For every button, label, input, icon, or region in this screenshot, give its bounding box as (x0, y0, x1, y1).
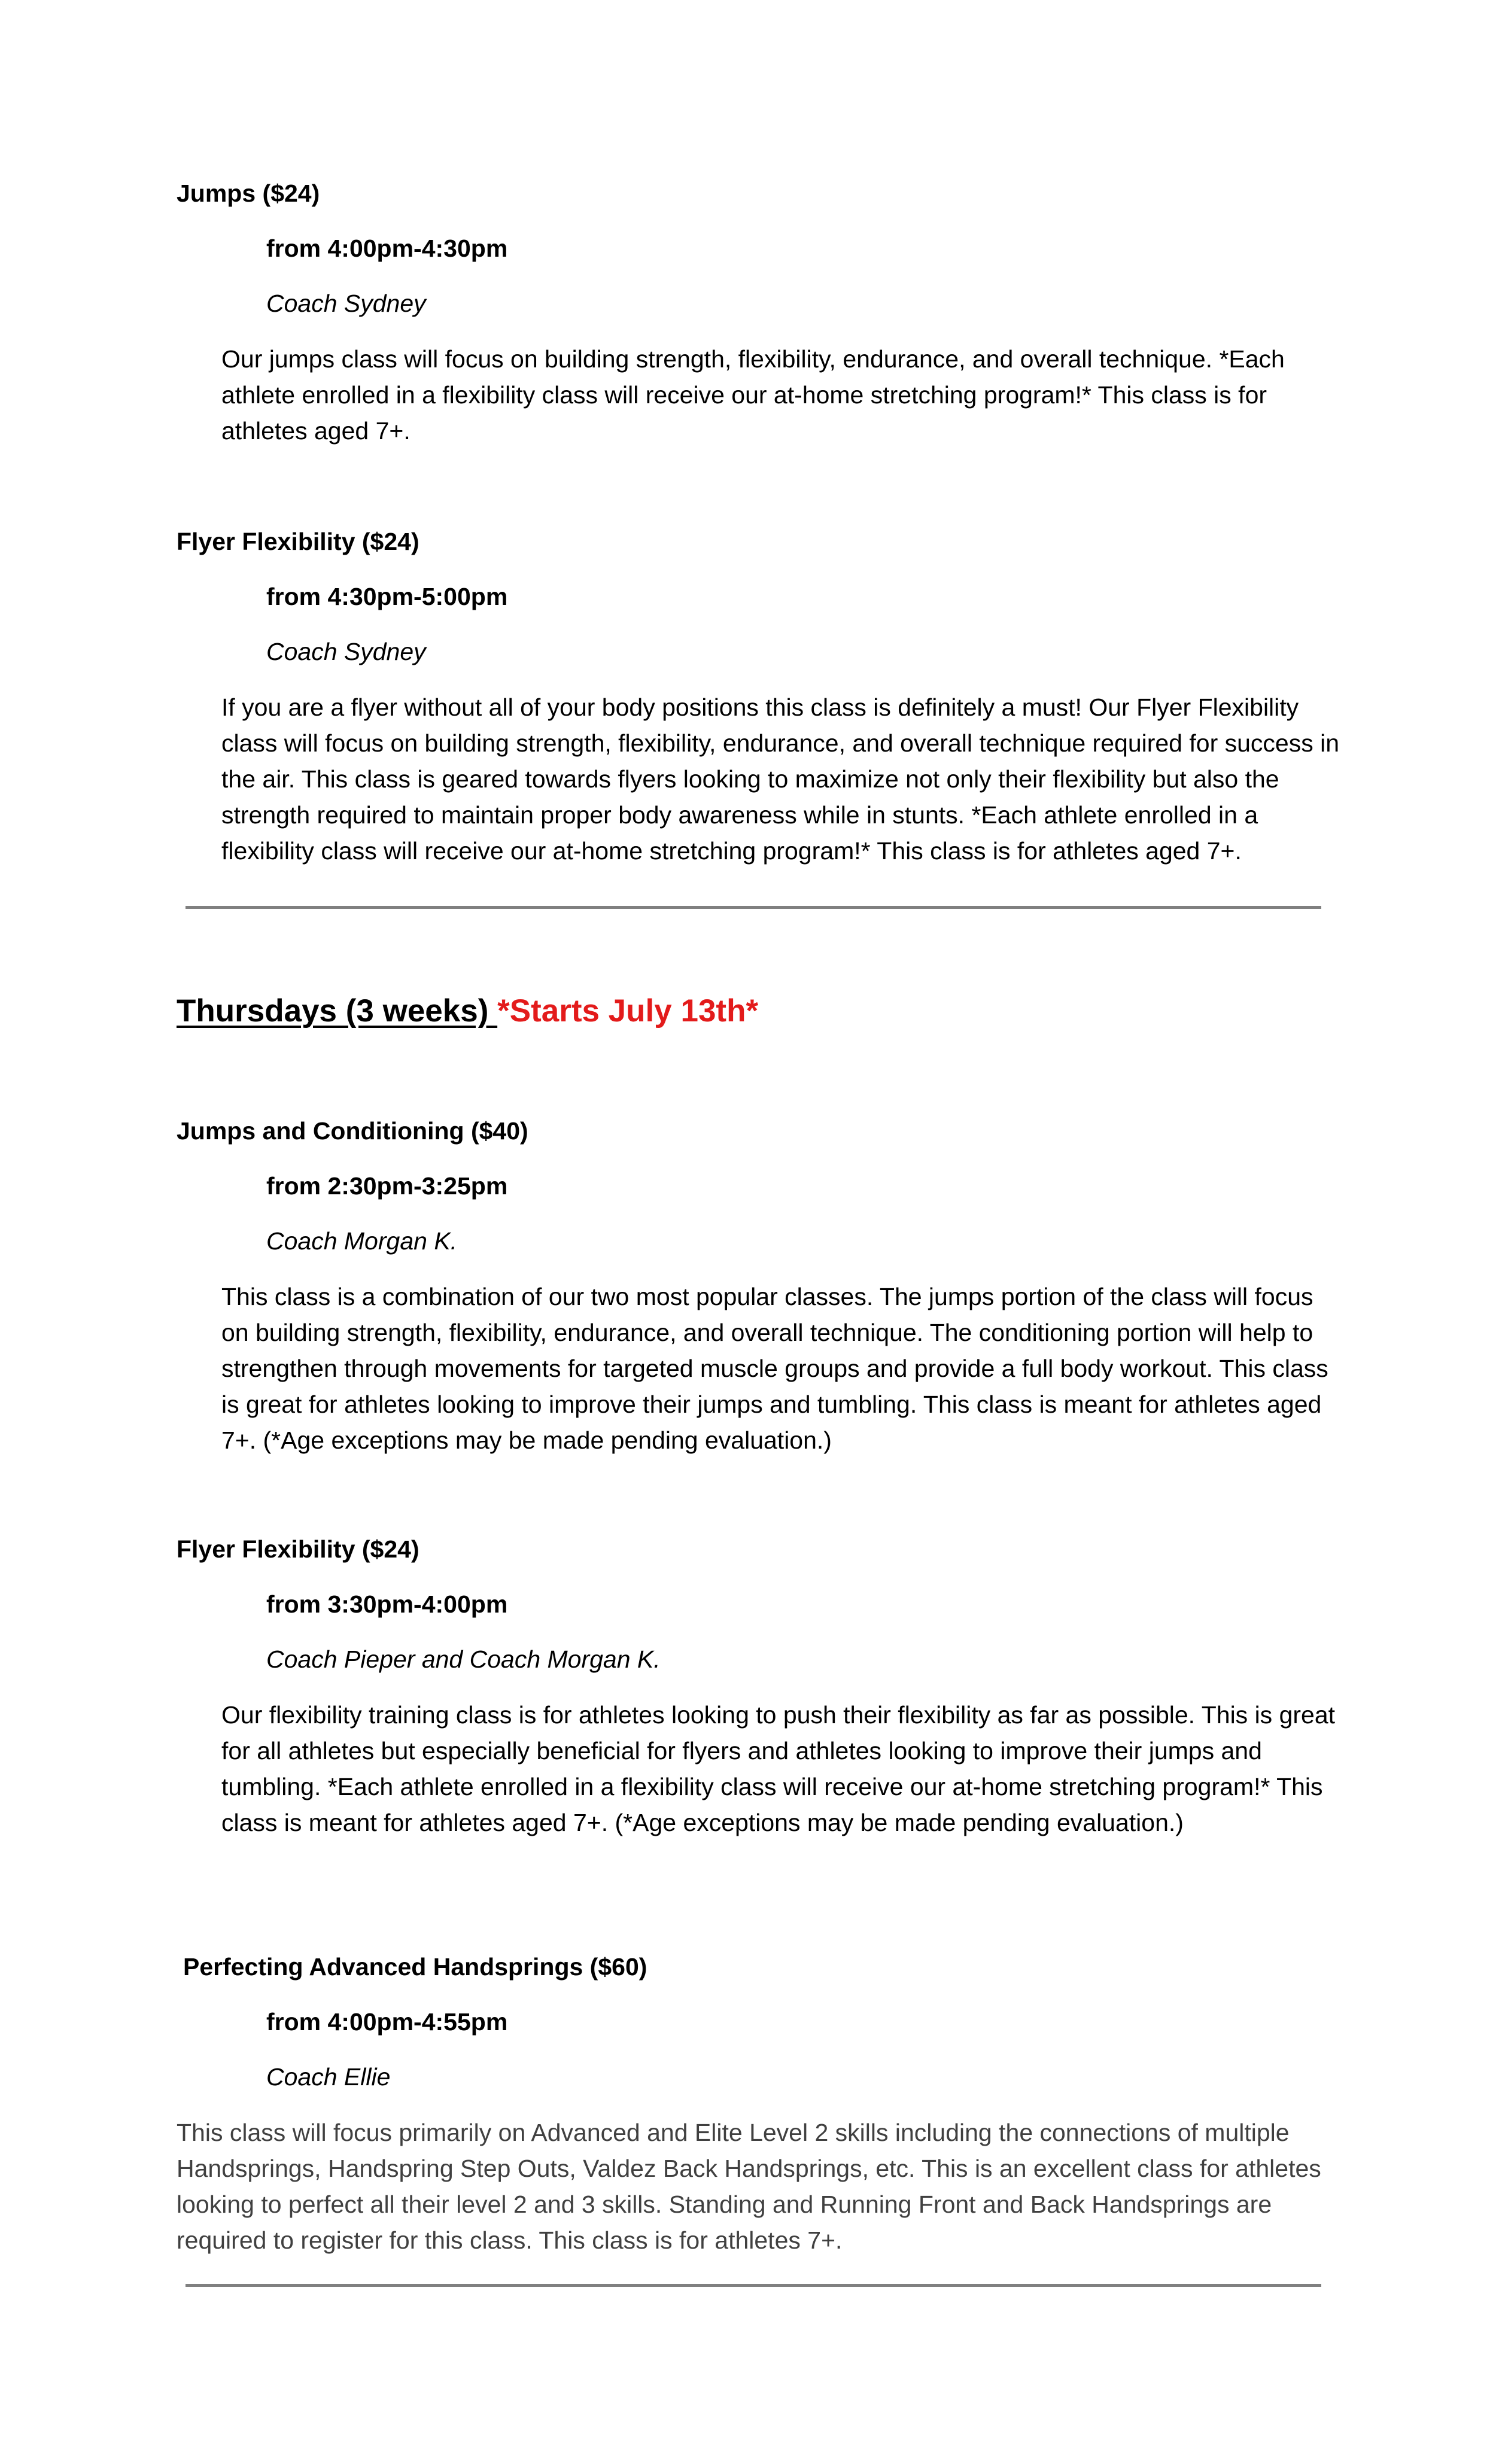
class-title: Jumps ($24) (177, 180, 320, 207)
class-description: If you are a flyer without all of your body positions this class is definitely a must! Our Flyer Flexibility class will focus on building strength, flexibility, endurance, and overall technique required for success in the air. This class is geared towards flyers looking to maximize not only their flexibility but also the strength required to maintain proper body awareness while in stunts. *Each athlete enrolled in a flexibility class will receive our at-home stretching program!* This class is for athletes aged 7+. (221, 693, 1340, 865)
class-time: from 4:00pm-4:30pm (266, 235, 508, 262)
section-start-note: *Starts July 13th* (497, 993, 759, 1029)
section-heading-thursdays (177, 992, 758, 1030)
class-title: Flyer Flexibility ($24) (177, 1535, 419, 1563)
class-time: from 3:30pm-4:00pm (266, 1590, 508, 1618)
class-description: This class will focus primarily on Advanced and Elite Level 2 skills including the connections of multiple Handsprings, Handspring Step Outs, Valdez Back Handsprings, etc. This is an excellent class for athletes looking to perfect all their level 2 and 3 skills. Standing and Running Front and Back Handsprings are required to register for this class. This class is for athletes 7+. (177, 2119, 1321, 2254)
class-coach: Coach Sydney (266, 638, 426, 665)
class-time: from 2:30pm-3:25pm (266, 1172, 508, 1200)
section-divider (186, 2284, 1321, 2287)
section-divider (186, 906, 1321, 909)
class-coach: Coach Sydney (266, 290, 426, 317)
class-description: Our jumps class will focus on building strength, flexibility, endurance, and overall technique. *Each athlete enrolled in a flexibility class will receive our at-home stretching program!* This class is for athletes aged 7+. (221, 345, 1285, 445)
class-description: Our flexibility training class is for athletes looking to push their flexibility as far as possible. This is great for all athletes but especially beneficial for flyers and athletes looking to improve their jumps and tumbling. *Each athlete enrolled in a flexibility class will receive our at-home stretching program!* This class is meant for athletes aged 7+. (*Age exceptions may be made pending evaluation.) (221, 1701, 1336, 1836)
class-coach: Coach Pieper and Coach Morgan K. (266, 1645, 661, 1673)
section-heading-label: Thursdays (3 weeks) (177, 993, 498, 1029)
class-coach: Coach Morgan K. (266, 1227, 458, 1255)
class-time: from 4:30pm-5:00pm (266, 583, 508, 610)
class-title: Flyer Flexibility ($24) (177, 528, 419, 555)
class-description: This class is a combination of our two most popular classes. The jumps portion of the class will focus on building strength, flexibility, endurance, and overall technique. The conditioning portion will help to strengthen through movements for targeted muscle groups and provide a full body workout. This class is great for athletes looking to improve their jumps and tumbling. This class is meant for athletes aged 7+. (*Age exceptions may be made pending evaluation.) (221, 1283, 1328, 1454)
class-title: Perfecting Advanced Handsprings ($60) (183, 1953, 647, 1981)
class-coach: Coach Ellie (266, 2063, 391, 2091)
class-time: from 4:00pm-4:55pm (266, 2008, 508, 2036)
class-title: Jumps and Conditioning ($40) (177, 1117, 528, 1145)
